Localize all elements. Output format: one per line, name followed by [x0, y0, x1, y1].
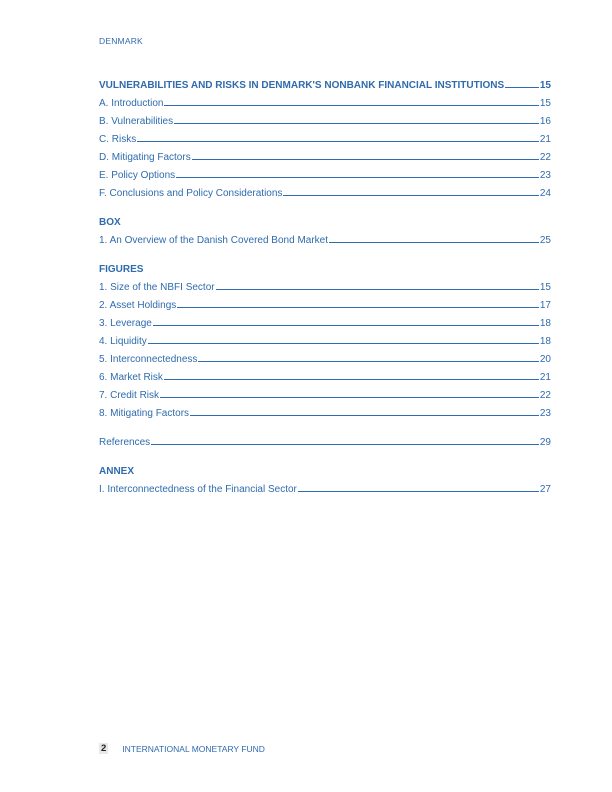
toc-annex-heading: ANNEX: [99, 466, 135, 477]
toc-label: 1. Size of the NBFI Sector: [99, 282, 215, 293]
toc-references-entry[interactable]: [99, 430, 551, 448]
toc-figure-entry[interactable]: [99, 311, 551, 329]
toc-chapter-entry[interactable]: [99, 73, 551, 91]
toc-page-number: 25: [539, 235, 551, 246]
toc-label: D. Mitigating Factors: [99, 152, 191, 163]
toc-label: F. Conclusions and Policy Considerations: [99, 188, 283, 199]
toc-leader: [329, 242, 539, 243]
toc-label: E. Policy Options: [99, 170, 176, 181]
toc-section-entry[interactable]: [99, 109, 551, 127]
toc-page-number: 22: [539, 390, 551, 401]
toc-page-number: 27: [539, 484, 551, 495]
toc-leader: [216, 289, 539, 290]
toc-page-number: 24: [539, 188, 551, 199]
toc-page-number: 17: [539, 300, 551, 311]
toc-leader: [176, 177, 539, 178]
toc-label: 7. Credit Risk: [99, 390, 160, 401]
toc-page-number: 29: [539, 437, 551, 448]
toc-label: A. Introduction: [99, 98, 164, 109]
toc-label: 4. Liquidity: [99, 336, 147, 347]
footer-page-number: 2: [101, 743, 107, 754]
spacer: [99, 419, 551, 430]
toc-figure-entry[interactable]: [99, 275, 551, 293]
spacer: [99, 448, 551, 459]
toc-label: I. Interconnectedness of the Financial Sector: [99, 484, 297, 495]
toc-page-number: 23: [539, 408, 551, 419]
toc-leader: [164, 105, 538, 106]
toc-section-entry[interactable]: [99, 127, 551, 145]
toc-page-number: 21: [539, 134, 551, 145]
toc-figure-entry[interactable]: [99, 347, 551, 365]
toc-leader: [192, 159, 539, 160]
toc-page-number: 15: [539, 282, 551, 293]
toc-figure-entry[interactable]: [99, 383, 551, 401]
toc-section-entry[interactable]: [99, 181, 551, 199]
toc-page-number: 15: [539, 98, 551, 109]
toc-leader: [174, 123, 539, 124]
spacer: [99, 246, 551, 257]
toc-leader: [151, 444, 539, 445]
toc-annex-entry[interactable]: [99, 477, 551, 495]
toc-label: 2. Asset Holdings: [99, 300, 177, 311]
toc-page-number: 18: [539, 318, 551, 329]
footer-publisher: INTERNATIONAL MONETARY FUND: [122, 743, 265, 754]
toc-figure-entry[interactable]: [99, 365, 551, 383]
toc-leader: [153, 325, 539, 326]
toc-leader: [164, 379, 539, 380]
toc-page-number: 16: [539, 116, 551, 127]
toc-leader: [298, 491, 539, 492]
toc-label: C. Risks: [99, 134, 137, 145]
toc-page-number: 18: [539, 336, 551, 347]
toc-leader: [198, 361, 538, 362]
toc-leader: [148, 343, 539, 344]
toc-label: 3. Leverage: [99, 318, 152, 329]
toc-page-number: 23: [539, 170, 551, 181]
toc-figure-entry[interactable]: [99, 293, 551, 311]
toc-leader: [137, 141, 539, 142]
toc-section-entry[interactable]: [99, 163, 551, 181]
toc-label: 8. Mitigating Factors: [99, 408, 190, 419]
toc-section-entry[interactable]: [99, 145, 551, 163]
toc-label: 1. An Overview of the Danish Covered Bond Market: [99, 235, 329, 246]
toc-figure-entry[interactable]: [99, 401, 551, 419]
toc-box-entry[interactable]: [99, 228, 551, 246]
toc-label: 5. Interconnectedness: [99, 354, 198, 365]
toc-page-number: 21: [539, 372, 551, 383]
toc-figures-heading: FIGURES: [99, 264, 144, 275]
toc-page-number: 20: [539, 354, 551, 365]
toc-figure-entry[interactable]: [99, 329, 551, 347]
spacer: [99, 199, 551, 210]
table-of-contents: [99, 73, 551, 495]
toc-box-heading: BOX: [99, 217, 121, 228]
toc-page-number: 15: [539, 80, 551, 91]
toc-leader: [190, 415, 539, 416]
toc-section-entry[interactable]: [99, 91, 551, 109]
page-footer: [99, 743, 265, 754]
toc-leader: [160, 397, 539, 398]
toc-leader: [177, 307, 539, 308]
toc-page-number: 22: [539, 152, 551, 163]
toc-leader: [283, 195, 538, 196]
toc-label: B. Vulnerabilities: [99, 116, 174, 127]
running-head: DENMARK: [99, 36, 143, 46]
toc-label: References: [99, 437, 151, 448]
toc-leader: [505, 87, 539, 88]
toc-label: VULNERABILITIES AND RISKS IN DENMARK'S NONBANK FINANCIAL INSTITUTIONS: [99, 80, 505, 91]
toc-label: 6. Market Risk: [99, 372, 163, 383]
